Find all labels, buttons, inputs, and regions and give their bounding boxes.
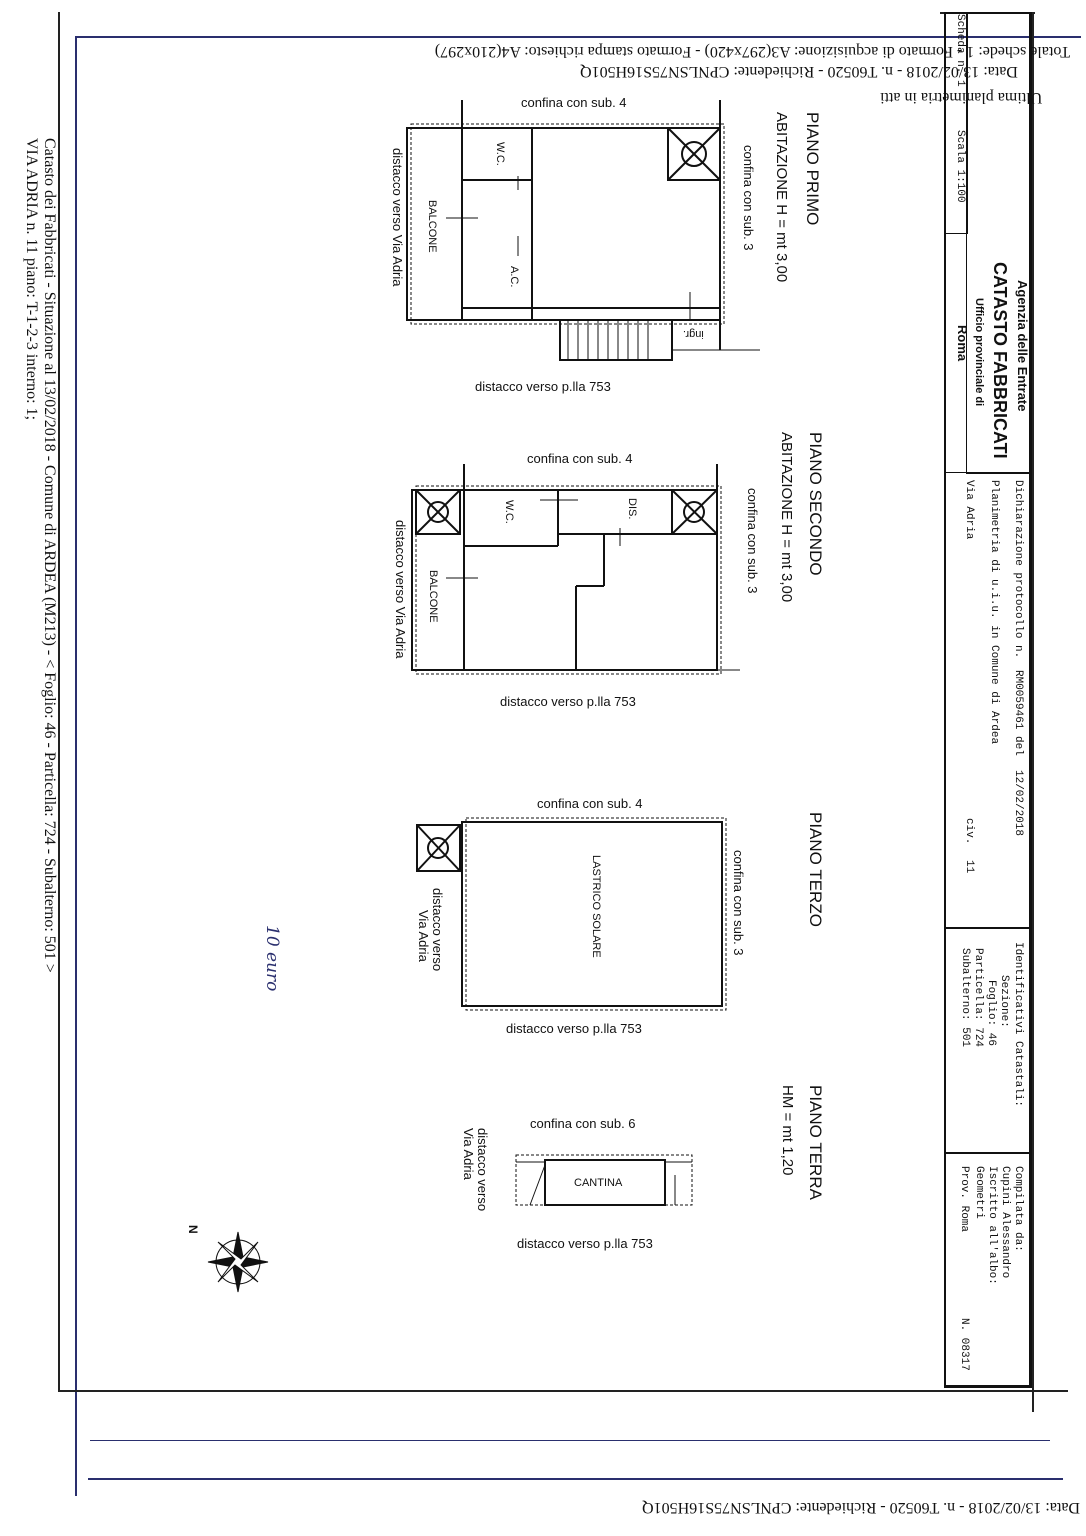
- compilata-prov: Prov. Roma: [958, 1166, 970, 1233]
- secondo-north: confina con sub. 4: [527, 451, 633, 466]
- header-line-2: Totale schede: 1 - Formato di acquisizione: A3(297x420) - Formato stampa richiesto: A4(210x297): [434, 43, 1070, 60]
- primo-wc: W.C.: [494, 142, 506, 166]
- ident-sezione: Sezione:: [998, 975, 1010, 1028]
- terra-west-1: distacco verso: [475, 1128, 490, 1212]
- civ-number: 11: [963, 860, 975, 874]
- primo-balcone: BALCONE: [426, 200, 438, 253]
- compilata-name: Cupini Alessandro: [999, 1166, 1011, 1279]
- terzo-north: confina con sub. 4: [537, 796, 643, 811]
- secondo-west: distacco verso Via Adria: [393, 520, 408, 659]
- secondo-east: confina con sub. 3: [745, 488, 760, 594]
- header-line-3: Ultima planimetria in atti: [880, 89, 1043, 106]
- ufficio-label: Ufficio provinciale di: [973, 298, 985, 407]
- dich-del: del: [1012, 736, 1024, 756]
- primo-ac: A.C.: [508, 266, 520, 288]
- stamp-label: 10 euro: [262, 925, 282, 992]
- primo-outside-stair: [560, 320, 672, 360]
- terra-south: distacco verso p.lla 753: [517, 1236, 653, 1251]
- dich-date: 12/02/2018: [1012, 770, 1024, 837]
- north-label: N: [186, 1225, 200, 1234]
- ident-particella: Particella: 724: [972, 948, 984, 1048]
- terra-subtitle: HM = mt 1,20: [779, 1085, 796, 1176]
- scheda-label: Scheda n. 1: [954, 14, 966, 87]
- ident-title: Identificativi Catastali:: [1012, 942, 1024, 1108]
- primo-ingr: ingr.: [683, 328, 704, 340]
- terzo-west-2: Via Adria: [416, 910, 431, 962]
- primo-south: distacco verso p.lla 753: [475, 379, 611, 394]
- via-label: Via Adria: [963, 480, 975, 540]
- ident-foglio: Foglio: 46: [985, 980, 997, 1047]
- secondo-wc: W.C.: [503, 500, 515, 524]
- header-line-1: Data: 13/02/2018 - n. T60520 - Richiedente: CPNLSN75S16H501Q: [580, 63, 1018, 80]
- north-compass: [208, 1232, 268, 1292]
- terzo-room: LASTRICO SOLARE: [590, 855, 602, 958]
- terra-west-2: Via Adria: [461, 1128, 476, 1180]
- compilata-albo: Geometri: [973, 1166, 985, 1219]
- civ-label: civ.: [963, 818, 975, 845]
- primo-subtitle: ABITAZIONE H = mt 3,00: [773, 112, 790, 283]
- primo-outer-wall: [407, 128, 720, 320]
- dich-label: Dichiarazione protocollo n.: [1012, 480, 1024, 659]
- scala-label: Scala 1:100: [954, 130, 966, 203]
- primo-east: confina con sub. 3: [741, 145, 756, 251]
- terra-title: PIANO TERRA: [806, 1085, 825, 1200]
- bottom-header: Data: 13/02/2018 - n. T60520 - Richiedente: CPNLSN75S16H501Q: [642, 1499, 1080, 1516]
- secondo-subtitle: ABITAZIONE H = mt 3,00: [778, 432, 795, 603]
- terzo-title: PIANO TERZO: [806, 812, 825, 927]
- ident-subalterno: Subalterno: 501: [959, 948, 971, 1048]
- secondo-balcone: BALCONE: [427, 570, 439, 623]
- compilata-n: N. 08317: [958, 1318, 970, 1371]
- primo-title: PIANO PRIMO: [803, 112, 822, 226]
- terra-north: confina con sub. 6: [530, 1116, 636, 1131]
- ufficio-city: Roma: [955, 325, 970, 362]
- secondo-title: PIANO SECONDO: [806, 432, 825, 576]
- secondo-dis: DIS.: [626, 498, 638, 520]
- terzo-west-1: distacco verso: [430, 888, 445, 972]
- terra-room: CANTINA: [574, 1177, 623, 1189]
- dich-number: RM0059461: [1012, 670, 1024, 730]
- planimetria-label: Planimetria di u.i.u. in Comune di Ardea: [988, 480, 1000, 745]
- agency-name: Agenzia delle Entrate: [1015, 280, 1030, 412]
- terzo-east: confina con sub. 3: [731, 850, 746, 956]
- compilata-iscritto: Iscritto all'albo:: [986, 1166, 998, 1285]
- terzo-south: distacco verso p.lla 753: [506, 1021, 642, 1036]
- catasto-title: CATASTO FABBRICATI: [990, 262, 1010, 459]
- primo-west: distacco verso Via Adria: [390, 148, 405, 287]
- footer-line-2: VIA ADRIA n. 11 piano: T-1-2-3 interno: 1;: [23, 138, 40, 421]
- compilata-title: Compilata da:: [1012, 1166, 1024, 1252]
- footer-line-1: Catasto dei Fabbricati - Situazione al 13/02/2018 - Comune di ARDEA (M213) - < Foglio: 46 - Particella: 724 - Subalterno: 501 >: [41, 138, 58, 973]
- secondo-south: distacco verso p.lla 753: [500, 694, 636, 709]
- primo-north: confina con sub. 4: [521, 95, 627, 110]
